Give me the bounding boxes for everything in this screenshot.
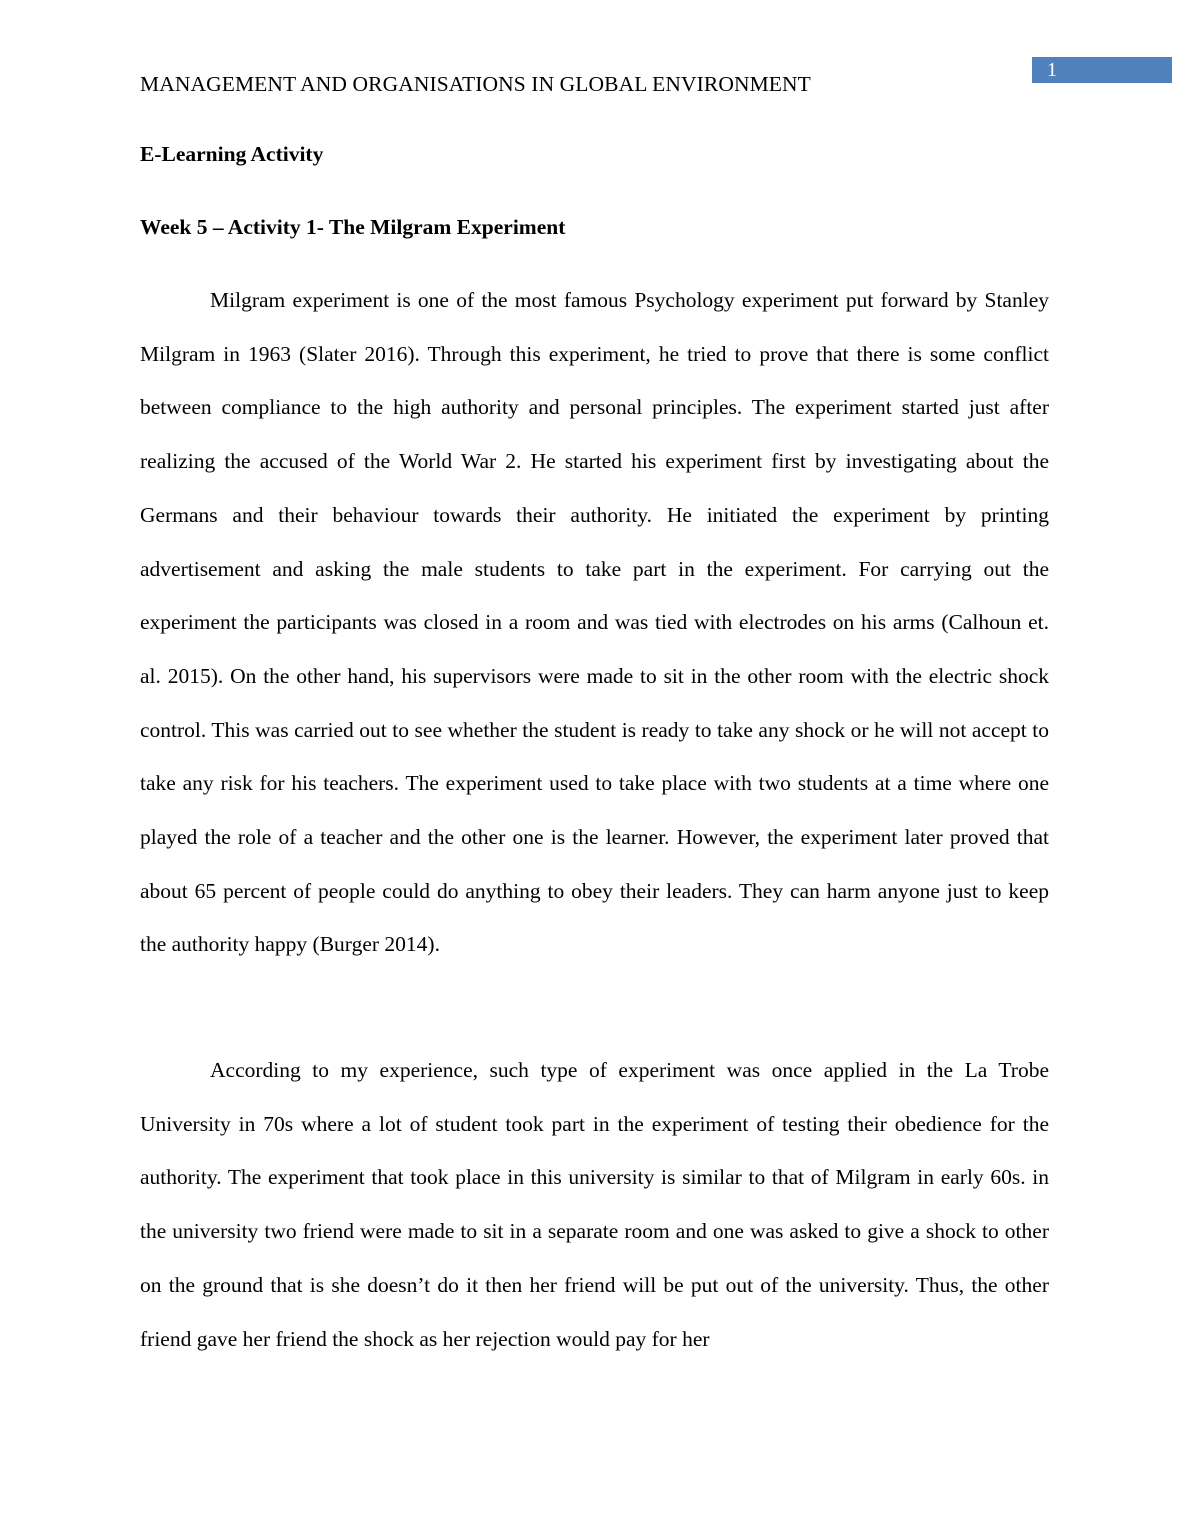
page-number: 1	[1047, 59, 1057, 81]
page-number-box	[1032, 57, 1172, 83]
running-head: MANAGEMENT AND ORGANISATIONS IN GLOBAL ENVIRONMENT	[140, 72, 811, 96]
body-paragraph-2: According to my experience, such type of experiment was once applied in the La Trobe University in 70s where a lot of student took part in the experiment of testing their obedience for the authority. The experiment that took place in this university is similar to that of Milgram in early 60s. in the university two friend were made to sit in a separate room and one was asked to give a shock to other on the ground that is she doesn’t do it then her friend will be put out of the university. Thus, the other friend gave her friend the shock as her rejection would pay for her	[140, 1058, 1049, 1351]
document-title: E-Learning Activity	[140, 142, 324, 166]
activity-heading: Week 5 – Activity 1- The Milgram Experiment	[140, 215, 566, 239]
body-paragraph-1: Milgram experiment is one of the most famous Psychology experiment put forward by Stanley Milgram in 1963 (Slater 2016). Through this experiment, he tried to prove that there is some conflict between compliance to the high authority and personal principles. The experiment started just after realizing the accused of the World War 2. He started his experiment first by investigating about the Germans and their behaviour towards their authority. He initiated the experiment by printing advertisement and asking the male students to take part in the experiment. For carrying out the experiment the participants was closed in a room and was tied with electrodes on his arms (Calhoun et. al. 2015). On the other hand, his supervisors were made to sit in the other room with the electric shock control. This was carried out to see whether the student is ready to take any shock or he will not accept to take any risk for his teachers. The experiment used to take place with two students at a time where one played the role of a teacher and the other one is the learner. However, the experiment later proved that about 65 percent of people could do anything to obey their leaders. They can harm anyone just to keep the authority happy (Burger 2014).	[140, 288, 1049, 957]
